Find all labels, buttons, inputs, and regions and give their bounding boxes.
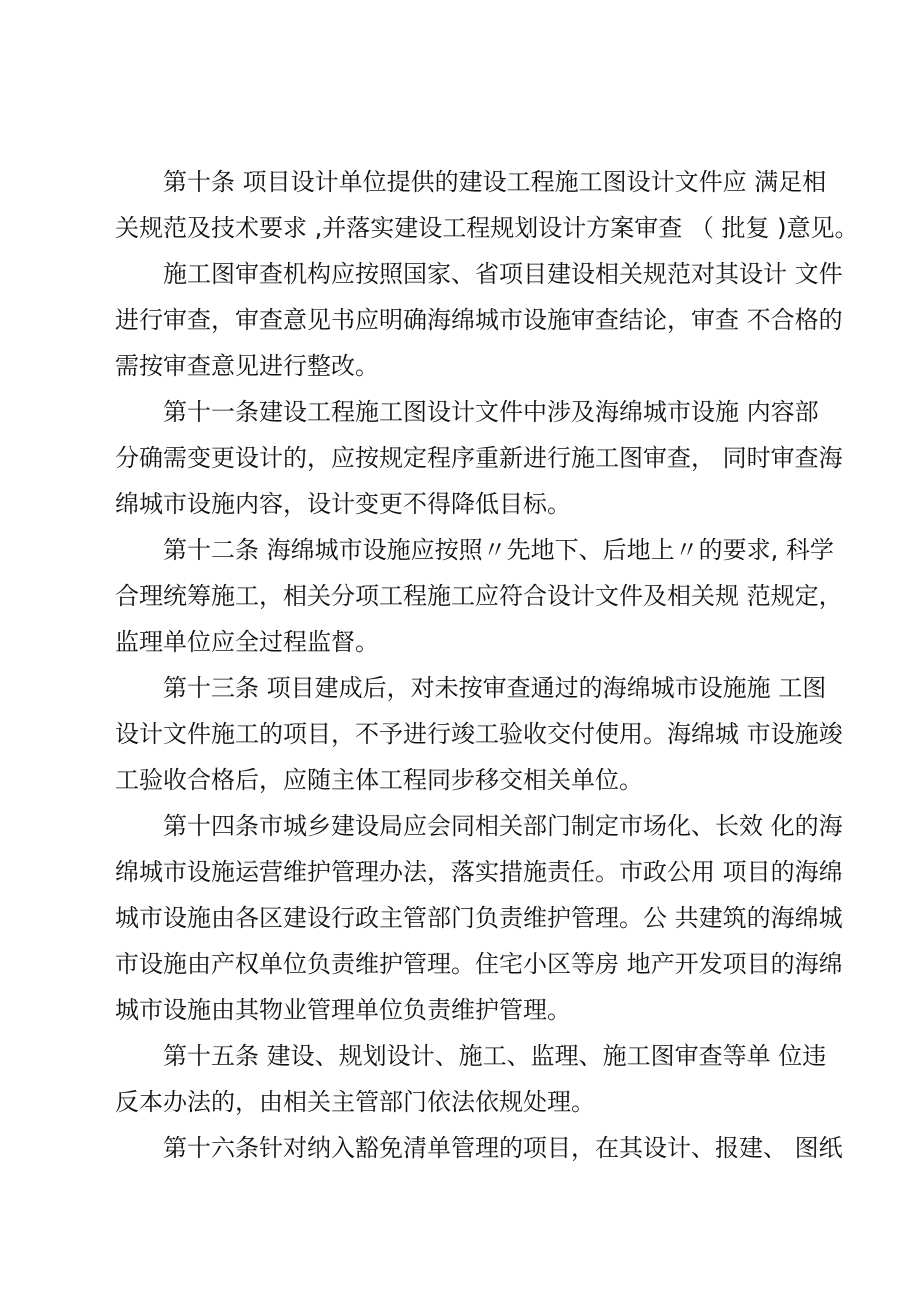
- paragraph-line: 第十五条 建设、规划设计、施工、监理、施工图审查等单 位违: [163, 1042, 827, 1070]
- paragraph-line: 绵城市设施运营维护管理办法，落实措施责任。市政公用 项目的海绵: [115, 858, 843, 886]
- paragraph-line: 第十一条建设工程施工图设计文件中涉及海绵城市设施 内容部: [163, 398, 819, 426]
- paragraph-line: 第十三条 项目建成后，对未按审查通过的海绵城市设施施 工图: [163, 674, 827, 702]
- paragraph-line: 第十条 项目设计单位提供的建设工程施工图设计文件应 满足相: [163, 168, 827, 196]
- paragraph-line: 施工图审查机构应按照国家、省项目建设相关规范对其设计 文件: [163, 260, 843, 288]
- paragraph-line: 监理单位应全过程监督。: [115, 628, 379, 656]
- paragraph-line: 设计文件施工的项目，不予进行竣工验收交付使用。海绵城 市设施竣: [115, 720, 843, 748]
- paragraph-line: 关规范及技术要求 ,并落实建设工程规划设计方案审查 （ 批复 )意见。: [115, 214, 859, 242]
- paragraph-line: 第十二条 海绵城市设施应按照〃先地下、后地上〃的要求, 科学: [163, 536, 834, 564]
- paragraph-line: 反本办法的，由相关主管部门依法依规处理。: [115, 1088, 595, 1116]
- paragraph-line: 城市设施由其物业管理单位负责维护管理。: [115, 996, 571, 1024]
- paragraph-line: 城市设施由各区建设行政主管部门负责维护管理。公 共建筑的海绵城: [115, 904, 843, 932]
- paragraph-line: 市设施由产权单位负责维护管理。住宅小区等房 地产开发项目的海绵: [115, 950, 843, 978]
- paragraph-line: 工验收合格后，应随主体工程同步移交相关单位。: [115, 766, 643, 794]
- paragraph-line: 绵城市设施内容，设计变更不得降低目标。: [115, 490, 571, 518]
- paragraph-line: 分确需变更设计的，应按规定程序重新进行施工图审查， 同时审查海: [115, 444, 843, 472]
- paragraph-line: 第十四条市城乡建设局应会同相关部门制定市场化、长效 化的海: [163, 812, 843, 840]
- paragraph-line: 进行审查，审查意见书应明确海绵城市设施审查结论，审查 不合格的: [115, 306, 843, 334]
- paragraph-line: 第十六条针对纳入豁免清单管理的项目，在其设计、报建、 图纸: [163, 1134, 843, 1162]
- paragraph-line: 需按审查意见进行整改。: [115, 352, 379, 380]
- paragraph-line: 合理统筹施工，相关分项工程施工应符合设计文件及相关规 范规定，: [115, 582, 843, 610]
